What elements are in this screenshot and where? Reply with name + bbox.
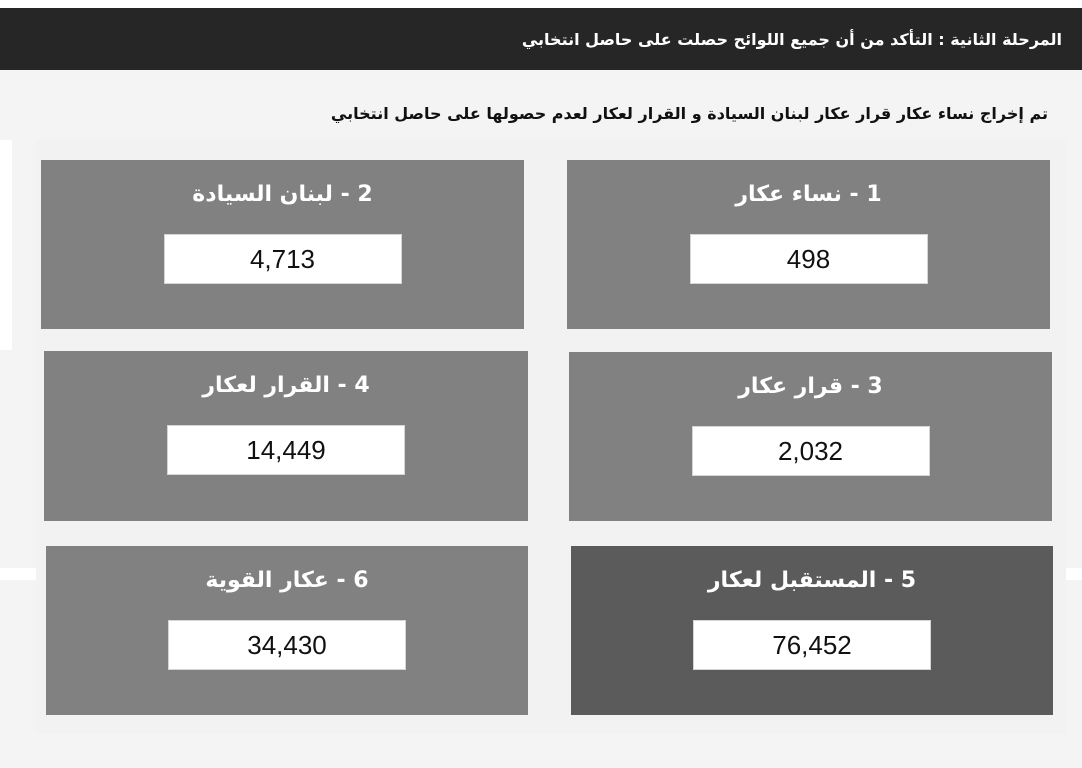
list-title: 4 - القرار لعكار	[202, 373, 370, 398]
list-votes-box: 76,452	[693, 620, 931, 670]
header-title: المرحلة الثانية : التأكد من أن جميع اللوائح حصلت على حاصل انتخابي	[521, 29, 1062, 49]
list-card-1	[567, 160, 1050, 329]
left-edge-band	[0, 140, 12, 350]
list-card-5	[571, 546, 1053, 715]
list-title: 1 - نساء عكار	[735, 182, 882, 207]
list-card-6	[46, 546, 528, 715]
header-bar	[0, 8, 1082, 70]
list-card-3	[569, 352, 1052, 521]
top-band	[0, 0, 1082, 8]
list-votes-box: 4,713	[164, 234, 402, 284]
list-title: 6 - عكار القوية	[205, 568, 369, 593]
list-votes-box: 2,032	[692, 426, 930, 476]
list-votes-box: 34,430	[168, 620, 406, 670]
list-title: 3 - قرار عكار	[738, 374, 883, 399]
list-votes-box: 14,449	[167, 425, 405, 475]
list-card-4	[44, 351, 528, 521]
list-title: 5 - المستقبل لعكار	[707, 568, 917, 593]
subheader-text: تم إخراج نساء عكار قرار عكار لبنان السيادة و القرار لعكار لعدم حصولها على حاصل انتخابي	[330, 104, 1048, 123]
list-votes-box: 498	[690, 234, 928, 284]
list-card-2	[41, 160, 524, 329]
list-title: 2 - لبنان السيادة	[192, 182, 373, 207]
